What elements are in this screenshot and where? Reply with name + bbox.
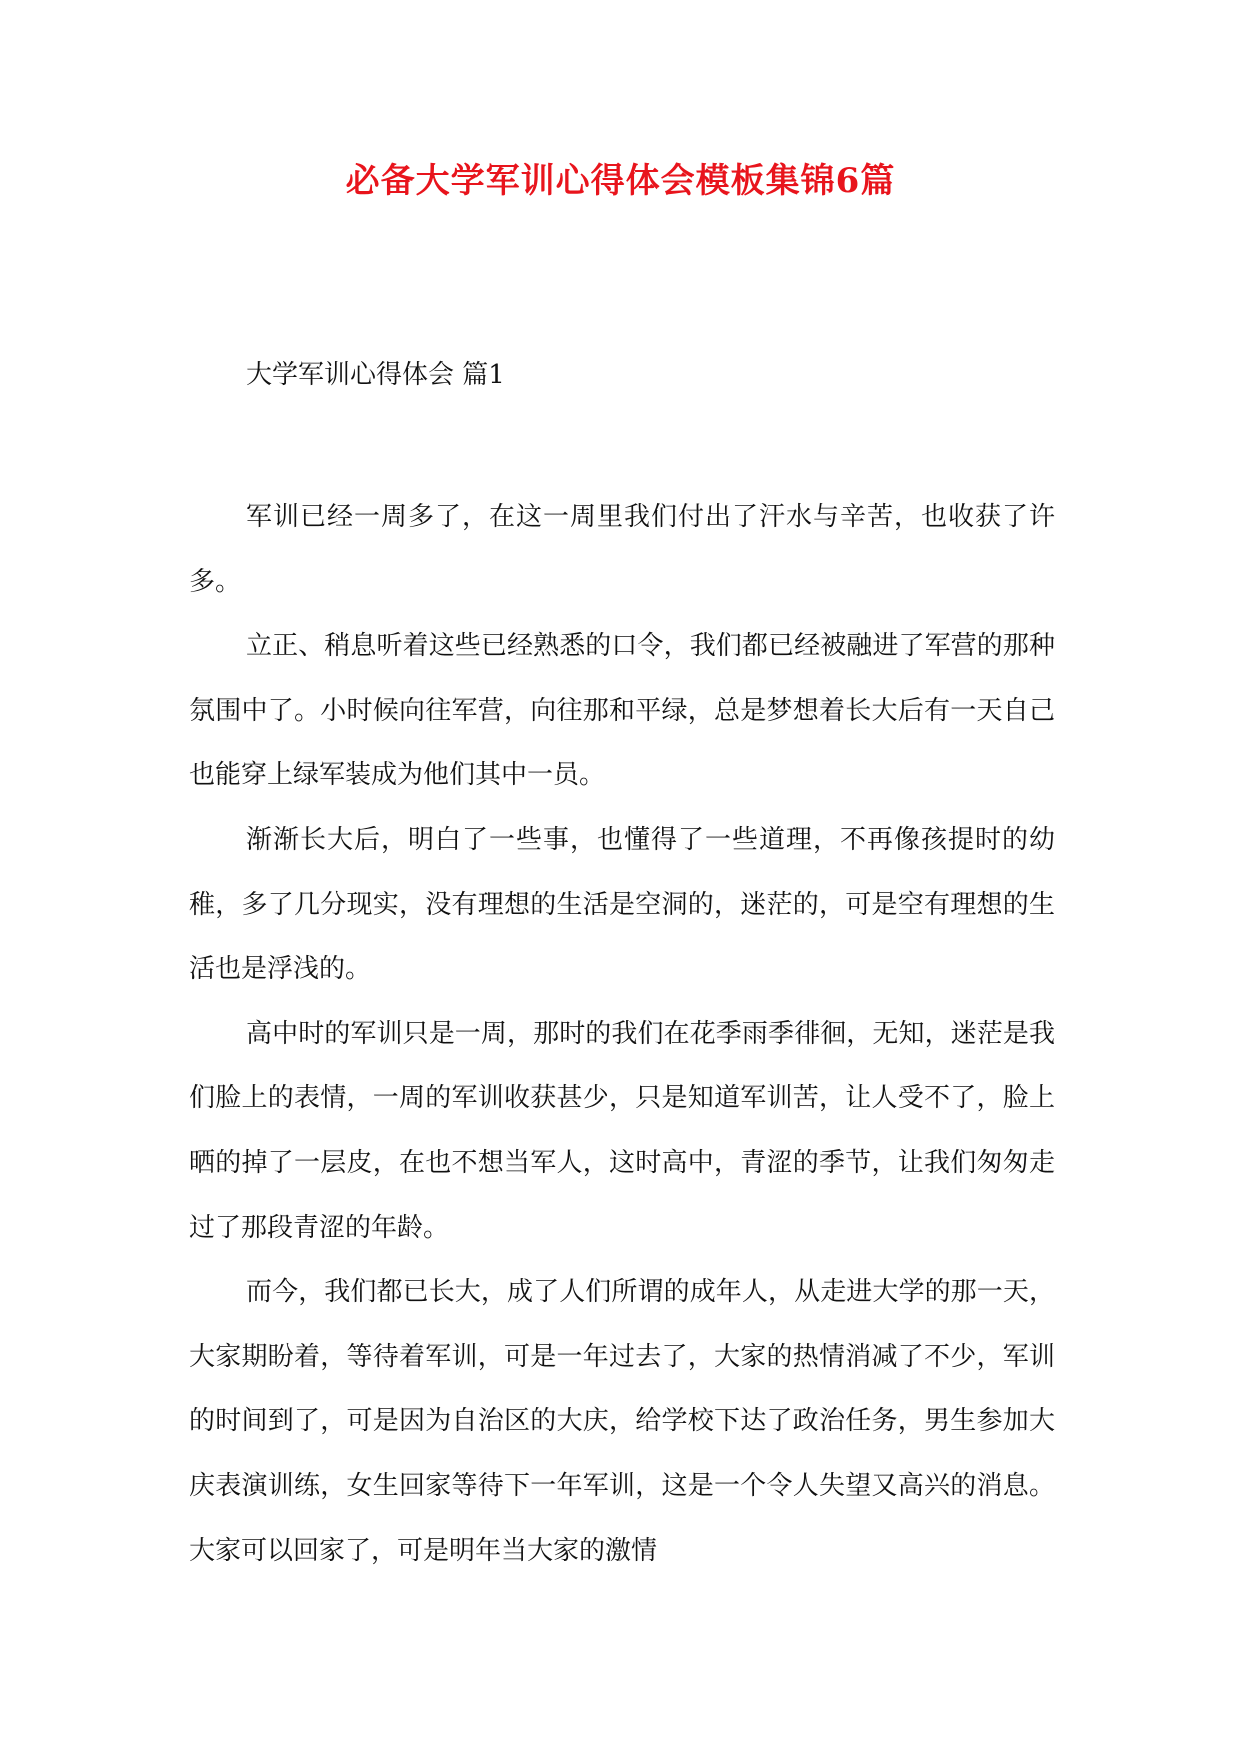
paragraph: 军训已经一周多了，在这一周里我们付出了汗水与辛苦，也收获了许多。 — [189, 502, 1055, 597]
paragraph: 高中时的军训只是一周，那时的我们在花季雨季徘徊，无知，迷茫是我们脸上的表情，一周的军训收获甚少，只是知道军训苦，让人受不了，脸上晒的掉了一层皮，在也不想当军人，这时高中，青涩的季节，让我们匆匆走过了那段青涩的年龄。 — [189, 1018, 1055, 1243]
document-title: 必备大学军训心得体会模板集锦6篇 — [345, 161, 896, 201]
paragraph: 而今，我们都已长大，成了人们所谓的成年人，从走进大学的那一天，大家期盼着，等待着军训，可是一年过去了，大家的热情消减了不少，军训的时间到了，可是因为自治区的大庆，给学校下达了政治任务，男生参加大庆表演训练，女生回家等待下一年军训，这是一个令人失望又高兴的消息。大家可以回家了，可是明年当大家的激情 — [189, 1277, 1055, 1566]
paragraph: 渐渐长大后，明白了一些事，也懂得了一些道理，不再像孩提时的幼稚，多了几分现实，没有理想的生活是空洞的，迷茫的，可是空有理想的生活也是浮浅的。 — [189, 824, 1055, 985]
document-body — [189, 485, 1055, 1583]
paragraph: 立正、稍息听着这些已经熟悉的口令，我们都已经被融进了军营的那种氛围中了。小时候向往军营，向往那和平绿，总是梦想着长大后有一天自己也能穿上绿军装成为他们其中一员。 — [189, 631, 1055, 791]
section-heading: 大学军训心得体会 篇1 — [246, 360, 505, 390]
